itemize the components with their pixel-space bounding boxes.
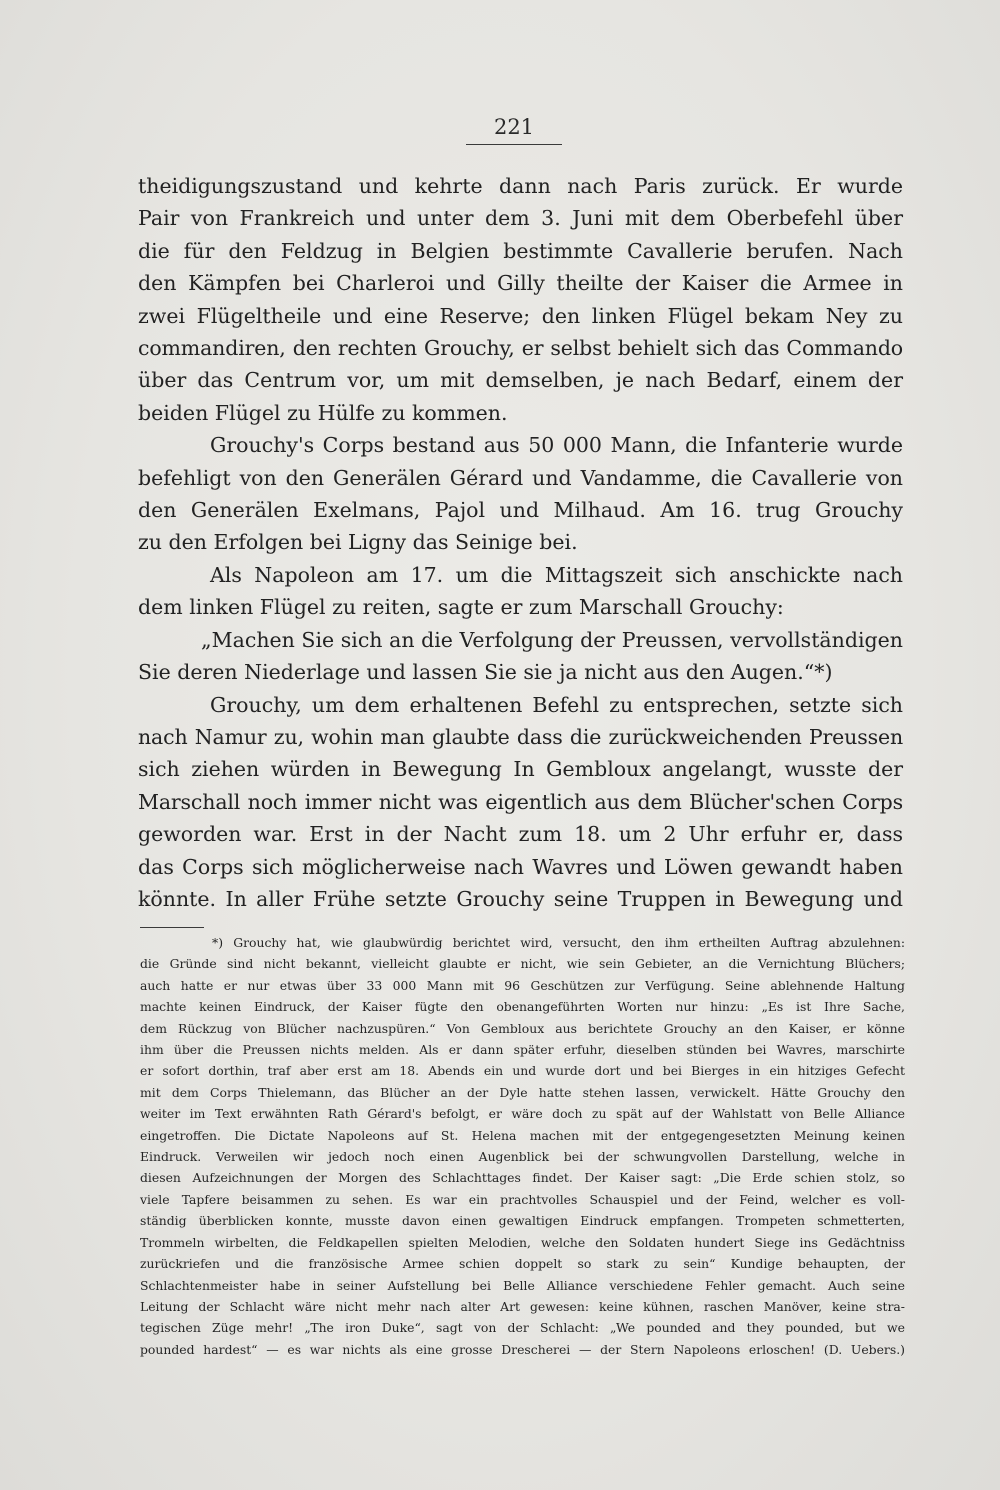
text-line: das Corps sich möglicherweise nach Wavres und Löwen gewandt haben <box>138 854 903 879</box>
footnote <box>140 932 905 1360</box>
text-line: zwei Flügeltheile und eine Reserve; den linken Flügel bekam Ney zu <box>138 303 903 328</box>
footnote-line: viele Tapfere beisammen zu sehen. Es war ein prachtvolles Schauspiel und der Feind, welcher es voll- <box>140 1191 905 1207</box>
text-line: die für den Feldzug in Belgien bestimmte Cavallerie berufen. Nach <box>138 238 903 263</box>
footnote-line: diesen Aufzeichnungen der Morgen des Schlachttages findet. Der Kaiser sagt: „Die Erde schien stolz, so <box>140 1170 905 1186</box>
footnote-line: Trommeln wirbelten, die Feldkapellen spielten Melodien, welche den Soldaten hundert Siege ins Gedächtniss <box>140 1234 905 1250</box>
footnote-line: tegischen Züge mehr! „The iron Duke“, sagt von der Schlacht: „We pounded and they pounded, but we <box>140 1320 905 1336</box>
footnote-line: er sofort dorthin, traf aber erst am 18. Abends ein und wurde dort und bei Bierges in ein hitziges Gefecht <box>140 1063 905 1079</box>
footnote-line: ihm über die Preussen nichts melden. Als er dann später erfuhr, dieselben stünden bei Wavres, marschirte <box>140 1042 905 1058</box>
main-text <box>138 170 903 915</box>
footnote-line: Eindruck. Verweilen wir jedoch noch einen Augenblick bei der schwungvollen Darstellung, welche in <box>140 1149 905 1165</box>
text-line: den Generälen Exelmans, Pajol und Milhaud. Am 16. trug Grouchy <box>138 498 903 523</box>
footnote-line: eingetroffen. Die Dictate Napoleons auf St. Helena machen mit der entgegengesetzten Meinung keinen <box>140 1127 905 1143</box>
text-line: sich ziehen würden in Bewegung In Gembloux angelangt, wusste der <box>138 757 903 782</box>
footnote-line: dem Rückzug von Blücher nachzuspüren.“ Von Gembloux aus berichtete Grouchy an den Kaiser, er könne <box>140 1020 905 1036</box>
footnote-line: weiter im Text erwähnten Rath Gérard's befolgt, er wäre doch zu spät auf der Wahlstatt von Belle Alliance <box>140 1106 905 1122</box>
text-line: Als Napoleon am 17. um die Mittagszeit sich anschickte nach <box>210 562 903 587</box>
footnote-line: Leitung der Schlacht wäre nicht mehr nach alter Art gewesen: keine kühnen, raschen Manöver, keine stra- <box>140 1298 905 1314</box>
text-line: theidigungszustand und kehrte dann nach Paris zurück. Er wurde <box>138 174 903 198</box>
text-line: nach Namur zu, wohin man glaubte dass die zurückweichenden Preussen <box>138 724 903 749</box>
footnote-line: ständig überblicken konnte, musste davon einen gewaltigen Eindruck empfangen. Trompeten schmetterten, <box>140 1213 905 1229</box>
page-number: 221 <box>493 115 535 139</box>
footnote-line: machte keinen Eindruck, der Kaiser fügte den obenangeführten Worten nur hinzu: „Es ist Ihre Sache, <box>140 999 905 1015</box>
footnote-line: pounded hardest“ — es war nichts als eine grosse Drescherei — der Stern Napoleons erloschen! (D. Uebers.) <box>140 1341 905 1357</box>
text-line: geworden war. Erst in der Nacht zum 18. um 2 Uhr erfuhr er, dass <box>138 822 903 847</box>
quote-line: Sie deren Niederlage und lassen Sie sie ja nicht aus den Augen.“*) <box>138 660 833 685</box>
page-number-rule <box>466 144 562 145</box>
text-line: über das Centrum vor, um mit demselben, je nach Bedarf, einem der <box>138 368 903 393</box>
text-line: Grouchy, um dem erhaltenen Befehl zu entsprechen, setzte sich <box>210 692 903 717</box>
text-line: Pair von Frankreich und unter dem 3. Juni mit dem Oberbefehl über <box>138 206 903 231</box>
text-line: Grouchy's Corps bestand aus 50 000 Mann, die Infanterie wurde <box>210 433 903 458</box>
footnote-line: die Gründe sind nicht bekannt, vielleicht glaubte er nicht, wie sein Gebieter, an die Vernichtung Blüchers; <box>140 956 905 972</box>
text-line: Marschall noch immer nicht was eigentlich aus dem Blücher'schen Corps <box>138 789 903 814</box>
text-line: könnte. In aller Frühe setzte Grouchy seine Truppen in Bewegung und <box>138 886 903 911</box>
text-line: zu den Erfolgen bei Ligny das Seinige bei. <box>138 530 578 555</box>
text-line: beiden Flügel zu Hülfe zu kommen. <box>138 400 508 425</box>
quote-line: „Machen Sie sich an die Verfolgung der Preussen, vervollständigen <box>201 627 903 652</box>
footnote-rule <box>140 927 204 928</box>
text-line: commandiren, den rechten Grouchy, er selbst behielt sich das Commando <box>138 336 903 361</box>
footnote-line: Schlachtenmeister habe in seiner Aufstellung bei Belle Alliance verschiedene Fehler gemacht. Auch seine <box>140 1277 905 1293</box>
footnote-line: auch hatte er nur etwas über 33 000 Mann mit 96 Geschützen zur Verfügung. Seine ablehnende Haltung <box>140 977 905 993</box>
text-line: den Kämpfen bei Charleroi und Gilly theilte der Kaiser die Armee in <box>138 271 903 296</box>
footnote-line: *) Grouchy hat, wie glaubwürdig berichtet wird, versucht, den ihm ertheilten Auftrag abzulehnen: <box>212 935 905 950</box>
text-line: befehligt von den Generälen Gérard und Vandamme, die Cavallerie von <box>138 465 903 490</box>
footnote-line: mit dem Corps Thielemann, das Blücher an der Dyle hatte stehen lassen, verwickelt. Hätte Grouchy den <box>140 1084 905 1100</box>
footnote-line: zurückriefen und die französische Armee schien doppelt so stark zu sein“ Kundige behaupten, der <box>140 1256 905 1272</box>
text-line: dem linken Flügel zu reiten, sagte er zum Marschall Grouchy: <box>138 595 784 620</box>
